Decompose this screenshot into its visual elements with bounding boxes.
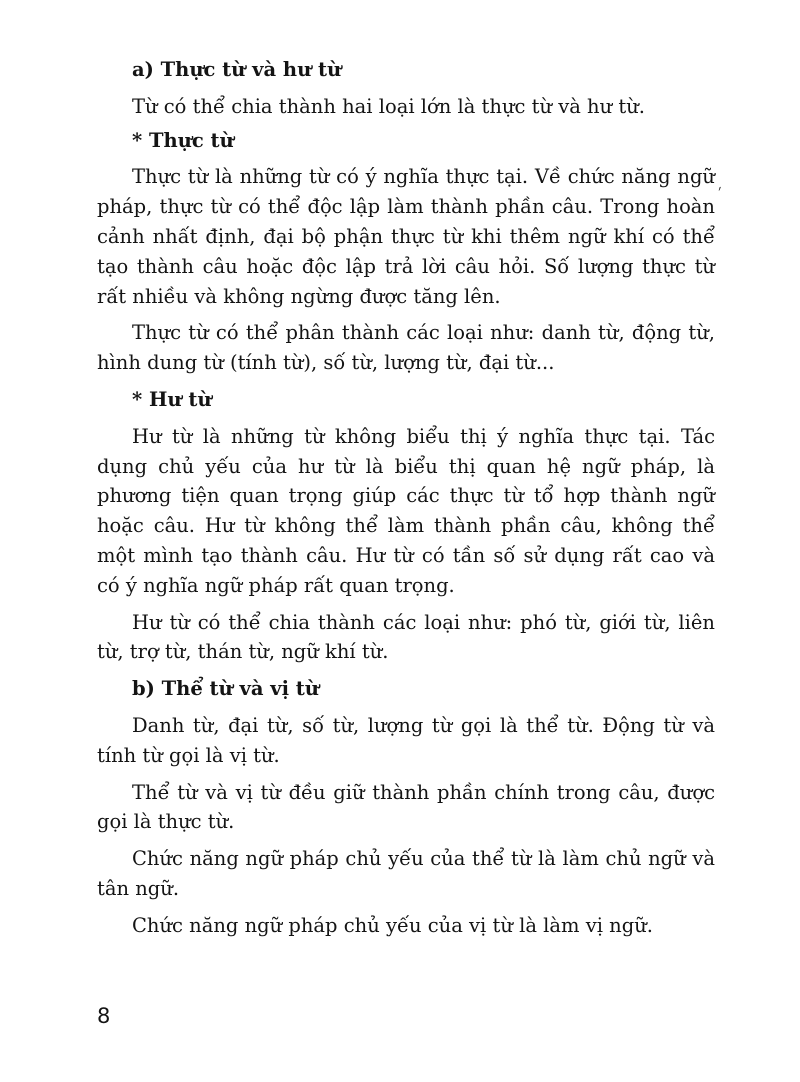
stray-tick-mark: ˊ [713,184,729,205]
thuc-tu-paragraph-1: Thực từ là những từ có ý nghĩa thực tại. Về chức năng ngữ pháp, thực từ có thể độc lập làm thành phần câu. Trong hoàn cảnh nhất định, đại bộ phận thực từ khi thêm ngữ khí có thể tạo thành câu hoặc độc lập trả lời câu hỏi. Số lượng thực từ rất nhiều và không ngừng được tăng lên. [97,165,715,308]
hu-tu-paragraph-2: Hư từ có thể chia thành các loại như: phó từ, giới từ, liên từ, trợ từ, thán từ, ngữ khí từ. [97,610,715,664]
section-a-intro: Từ có thể chia thành hai loại lớn là thực từ và hư từ. [132,94,645,118]
section-b-heading: b) Thể từ và vị từ [132,677,319,701]
page-content [97,55,715,948]
section-b-paragraph-4: Chức năng ngữ pháp chủ yếu của vị từ là làm vị ngữ. [132,913,653,937]
hu-tu-paragraph-1: Hư từ là những từ không biểu thị ý nghĩa thực tại. Tác dụng chủ yếu của hư từ là biểu thị quan hệ ngữ pháp, là phương tiện quan trọng giúp các thực từ tổ hợp thành ngữ hoặc câu. Hư từ không thể làm thành phần câu, không thể một mình tạo thành câu. Hư từ có tần số sử dụng rất cao và có ý nghĩa ngữ pháp rất quan trọng. [97,424,715,597]
section-b-paragraph-1: Danh từ, đại từ, số từ, lượng từ gọi là thể từ. Động từ và tính từ gọi là vị từ. [97,713,715,767]
hu-tu-heading: * Hư từ [132,387,212,411]
section-a-heading: a) Thực từ và hư từ [132,58,342,81]
section-b-paragraph-3: Chức năng ngữ pháp chủ yếu của thể từ là làm chủ ngữ và tân ngữ. [97,847,715,900]
page-number: 8 [97,1004,111,1028]
section-b-paragraph-2: Thể từ và vị từ đều giữ thành phần chính trong câu, được gọi là thực từ. [97,780,715,834]
thuc-tu-paragraph-2: Thực từ có thể phân thành các loại như: danh từ, động từ, hình dung từ (tính từ), số từ, lượng từ, đại từ... [97,321,715,375]
thuc-tu-heading: * Thực từ [132,128,234,152]
